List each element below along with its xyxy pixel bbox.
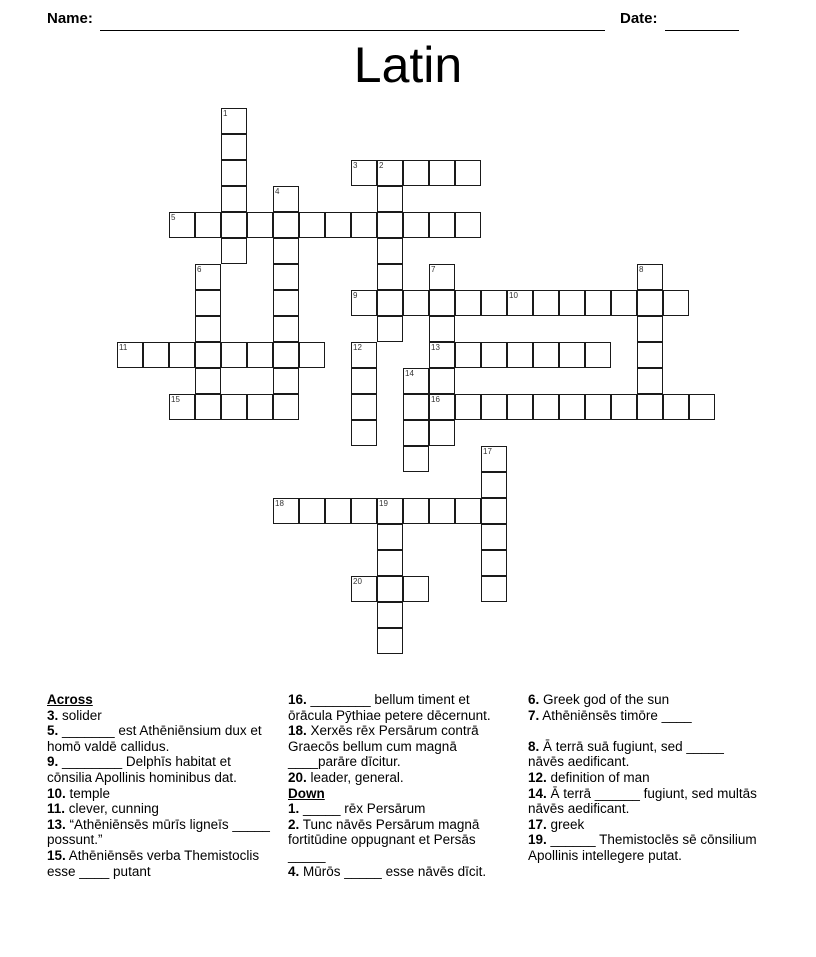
grid-cell-number: 9	[353, 291, 358, 300]
grid-cell[interactable]	[143, 342, 169, 368]
grid-cell[interactable]	[585, 290, 611, 316]
grid-cell[interactable]	[429, 212, 455, 238]
clue-number: 5.	[47, 723, 59, 739]
clue-down-8	[528, 739, 760, 770]
clue-number: 18.	[288, 723, 307, 739]
grid-cell[interactable]	[403, 446, 429, 472]
clue-number: 3.	[47, 707, 59, 723]
clue-number: 8.	[528, 738, 540, 754]
page-title: Latin	[353, 37, 463, 93]
grid-cell[interactable]	[273, 316, 299, 342]
clue-text: Xerxēs rēx Persārum contrā Graecōs bellum cum magnā ____parāre dīcitur.	[288, 723, 479, 770]
clues-section	[0, 692, 816, 957]
grid-cell[interactable]	[195, 368, 221, 394]
grid-cell[interactable]	[507, 290, 533, 316]
grid-cell[interactable]	[559, 290, 585, 316]
clue-spacer	[528, 723, 760, 739]
grid-cell[interactable]	[689, 394, 715, 420]
clue-across-20	[288, 770, 516, 786]
grid-cell[interactable]	[169, 394, 195, 420]
clue-across-15	[47, 848, 279, 879]
grid-cell-number: 5	[171, 213, 176, 222]
clue-down-12	[528, 770, 760, 786]
grid-cell-number: 15	[171, 395, 180, 404]
grid-cell[interactable]	[611, 394, 637, 420]
grid-cell-number: 20	[353, 577, 362, 586]
clue-across-5	[47, 723, 279, 754]
grid-cell[interactable]	[481, 290, 507, 316]
grid-cell[interactable]	[221, 108, 247, 134]
clue-across-16	[288, 692, 516, 723]
grid-cell[interactable]	[403, 394, 429, 420]
grid-cell[interactable]	[273, 186, 299, 212]
grid-cell[interactable]	[481, 550, 507, 576]
grid-cell-number: 3	[353, 161, 358, 170]
down-heading: Down	[288, 785, 325, 801]
across-heading: Across	[47, 692, 93, 707]
grid-cell-number: 19	[379, 499, 388, 508]
grid-cell[interactable]	[351, 576, 377, 602]
clue-number: 15.	[47, 847, 66, 863]
grid-cell[interactable]	[559, 342, 585, 368]
grid-cell-number: 18	[275, 499, 284, 508]
clue-across-18	[288, 723, 516, 770]
grid-cell[interactable]	[403, 420, 429, 446]
grid-cell[interactable]	[273, 394, 299, 420]
grid-cell[interactable]	[403, 212, 429, 238]
grid-cell[interactable]	[533, 290, 559, 316]
clue-text: ________ Delphīs habitat et cōnsilia Apollinis hominibus dat.	[47, 754, 237, 785]
grid-cell[interactable]	[377, 186, 403, 212]
grid-cell[interactable]	[403, 368, 429, 394]
grid-cell[interactable]	[429, 420, 455, 446]
clue-across-10	[47, 786, 279, 802]
clue-down-2	[288, 817, 516, 864]
clue-down-17	[528, 817, 760, 833]
grid-cell[interactable]	[429, 290, 455, 316]
clue-across-11	[47, 801, 279, 817]
grid-cell[interactable]	[429, 498, 455, 524]
grid-cell[interactable]	[351, 212, 377, 238]
grid-cell-number: 17	[483, 447, 492, 456]
clue-number: 14.	[528, 785, 547, 801]
grid-cell[interactable]	[455, 342, 481, 368]
grid-cell[interactable]	[247, 342, 273, 368]
clue-number: 9.	[47, 754, 59, 770]
clue-down-7	[528, 708, 760, 724]
grid-cell[interactable]	[637, 264, 663, 290]
clue-number: 20.	[288, 769, 307, 785]
clue-column-3	[528, 692, 760, 864]
grid-cell[interactable]	[325, 212, 351, 238]
grid-cell[interactable]	[377, 602, 403, 628]
grid-cell[interactable]	[273, 290, 299, 316]
clue-across-9	[47, 754, 279, 785]
grid-cell[interactable]	[273, 342, 299, 368]
grid-cell[interactable]	[481, 342, 507, 368]
grid-cell-number: 10	[509, 291, 518, 300]
clue-text: ________ bellum timent et ōrācula Pȳthiae petere dēcernunt.	[288, 692, 491, 723]
grid-cell[interactable]	[377, 498, 403, 524]
grid-cell[interactable]	[195, 342, 221, 368]
grid-cell[interactable]	[221, 394, 247, 420]
grid-cell[interactable]	[455, 394, 481, 420]
grid-cell[interactable]	[533, 342, 559, 368]
grid-cell[interactable]	[403, 290, 429, 316]
grid-cell-number: 11	[119, 343, 128, 352]
grid-cell[interactable]	[429, 394, 455, 420]
clue-text: temple	[65, 785, 111, 801]
clue-down-14	[528, 786, 760, 817]
grid-cell[interactable]	[377, 316, 403, 342]
grid-cell[interactable]	[273, 212, 299, 238]
clue-text: “Athēniēnsēs mūrīs ligneīs _____ possunt.”	[47, 816, 270, 848]
grid-cell[interactable]	[559, 394, 585, 420]
grid-cell[interactable]	[663, 290, 689, 316]
grid-cell[interactable]	[169, 342, 195, 368]
grid-cell[interactable]	[455, 498, 481, 524]
clue-text: clever, cunning	[65, 801, 159, 817]
grid-cell[interactable]	[663, 394, 689, 420]
clue-number: 19.	[528, 832, 547, 848]
clue-text: _______ est Athēniēnsium dux et homō valdē callidus.	[47, 723, 262, 754]
clue-text: definition of man	[546, 769, 650, 785]
clue-text: Tunc nāvēs Persārum magnā fortitūdine oppugnant et Persās _____	[288, 816, 480, 863]
grid-cell-number: 12	[353, 343, 362, 352]
grid-cell[interactable]	[481, 576, 507, 602]
grid-cell[interactable]	[299, 342, 325, 368]
grid-cell[interactable]	[299, 212, 325, 238]
clue-text: Ā terrā suā fugiunt, sed _____ nāvēs aedificant.	[528, 738, 724, 770]
clue-text: solider	[58, 707, 102, 723]
grid-cell[interactable]	[351, 290, 377, 316]
grid-cell[interactable]	[455, 160, 481, 186]
grid-cell[interactable]	[273, 498, 299, 524]
grid-cell[interactable]	[403, 576, 429, 602]
grid-cell[interactable]	[273, 264, 299, 290]
grid-cell[interactable]	[377, 628, 403, 654]
grid-cell[interactable]	[455, 212, 481, 238]
grid-cell[interactable]	[221, 134, 247, 160]
name-label: Name:	[47, 10, 93, 27]
grid-cell[interactable]	[221, 186, 247, 212]
clue-across-13	[47, 817, 279, 848]
grid-cell[interactable]	[351, 394, 377, 420]
grid-cell[interactable]	[325, 498, 351, 524]
grid-cell[interactable]	[221, 238, 247, 264]
grid-cell[interactable]	[195, 264, 221, 290]
grid-cell[interactable]	[481, 524, 507, 550]
grid-cell[interactable]	[221, 160, 247, 186]
grid-cell[interactable]	[377, 160, 403, 186]
clue-text: Ā terrā ______ fugiunt, sed multās nāvēs aedificant.	[528, 785, 757, 817]
grid-cell[interactable]	[507, 342, 533, 368]
clue-text: greek	[546, 816, 585, 832]
grid-cell[interactable]	[637, 394, 663, 420]
clue-number: 2.	[288, 816, 300, 832]
clue-down-6	[528, 692, 760, 708]
grid-cell[interactable]	[455, 290, 481, 316]
clue-text: leader, general.	[306, 769, 404, 785]
grid-cell[interactable]	[247, 212, 273, 238]
grid-cell[interactable]	[403, 160, 429, 186]
grid-cell[interactable]	[377, 576, 403, 602]
grid-cell-number: 2	[379, 161, 384, 170]
clue-text: ______ Themistoclēs sē cōnsilium Apollinis intellegere putat.	[528, 832, 757, 863]
grid-cell[interactable]	[377, 212, 403, 238]
clue-number: 13.	[47, 816, 66, 832]
clue-text: Greek god of the sun	[539, 692, 670, 707]
grid-cell[interactable]	[429, 342, 455, 368]
grid-cell[interactable]	[481, 472, 507, 498]
grid-cell[interactable]	[637, 342, 663, 368]
clue-number: 12.	[528, 769, 547, 785]
grid-cell[interactable]	[481, 446, 507, 472]
grid-cell[interactable]	[195, 290, 221, 316]
grid-cell-number: 4	[275, 187, 280, 196]
grid-cell[interactable]	[195, 394, 221, 420]
clue-number: 11.	[47, 801, 66, 817]
clue-text: Mūrōs _____ esse nāvēs dīcit.	[299, 863, 487, 879]
grid-cell[interactable]	[637, 368, 663, 394]
grid-cell[interactable]	[299, 498, 325, 524]
grid-cell[interactable]	[377, 524, 403, 550]
grid-cell-number: 6	[197, 265, 202, 274]
grid-cell[interactable]	[429, 160, 455, 186]
grid-cell[interactable]	[351, 160, 377, 186]
grid-cell[interactable]	[637, 316, 663, 342]
grid-cell[interactable]	[169, 212, 195, 238]
grid-cell[interactable]	[637, 290, 663, 316]
grid-cell[interactable]	[377, 550, 403, 576]
grid-cell-number: 16	[431, 395, 440, 404]
grid-cell[interactable]	[117, 342, 143, 368]
grid-cell-number: 13	[431, 343, 440, 352]
grid-cell-number: 1	[223, 109, 228, 118]
grid-cell[interactable]	[481, 394, 507, 420]
date-label: Date:	[620, 10, 658, 27]
grid-cell[interactable]	[221, 342, 247, 368]
clue-number: 6.	[528, 692, 540, 707]
grid-cell[interactable]	[429, 368, 455, 394]
grid-cell[interactable]	[221, 212, 247, 238]
grid-cell[interactable]	[195, 212, 221, 238]
grid-cell-number: 8	[639, 265, 644, 274]
clue-column-1	[47, 692, 279, 879]
grid-cell[interactable]	[377, 290, 403, 316]
grid-cell[interactable]	[403, 498, 429, 524]
grid-cell[interactable]	[377, 264, 403, 290]
grid-cell[interactable]	[195, 316, 221, 342]
clue-text: Athēniēnsēs verba Themistoclis esse ____ putant	[47, 847, 260, 879]
clue-text: _____ rēx Persārum	[299, 801, 426, 817]
grid-cell[interactable]	[247, 394, 273, 420]
clue-number: 7.	[528, 707, 540, 723]
clue-down-1	[288, 801, 516, 817]
grid-cell[interactable]	[273, 368, 299, 394]
clue-column-2	[288, 692, 516, 879]
clue-number: 16.	[288, 692, 307, 707]
grid-cell[interactable]	[481, 498, 507, 524]
grid-cell[interactable]	[351, 342, 377, 368]
grid-cell[interactable]	[611, 290, 637, 316]
grid-cell-number: 14	[405, 369, 414, 378]
grid-cell[interactable]	[273, 238, 299, 264]
clue-number: 1.	[288, 801, 300, 817]
clue-text: Athēniēnsēs timōre ____	[539, 707, 692, 723]
grid-cell[interactable]	[377, 238, 403, 264]
clue-down-4	[288, 864, 516, 880]
grid-cell[interactable]	[585, 342, 611, 368]
grid-cell[interactable]	[429, 316, 455, 342]
clue-number: 10.	[47, 785, 66, 801]
clue-down-19	[528, 832, 760, 863]
grid-cell[interactable]	[351, 368, 377, 394]
clue-number: 17.	[528, 816, 547, 832]
grid-cell[interactable]	[351, 498, 377, 524]
grid-cell[interactable]	[351, 420, 377, 446]
grid-cell[interactable]	[585, 394, 611, 420]
grid-cell-number: 7	[431, 265, 436, 274]
clue-number: 4.	[288, 863, 300, 879]
grid-cell[interactable]	[507, 394, 533, 420]
grid-cell[interactable]	[429, 264, 455, 290]
clue-across-3	[47, 708, 279, 724]
grid-cell[interactable]	[533, 394, 559, 420]
